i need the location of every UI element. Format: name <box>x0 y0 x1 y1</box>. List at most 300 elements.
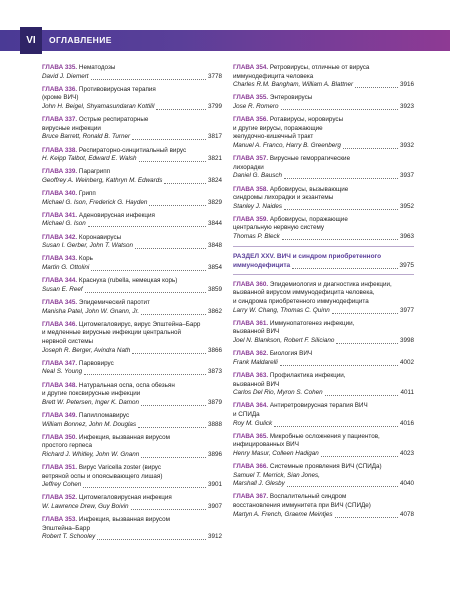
dot-leader <box>149 205 206 206</box>
toc-text <box>42 464 161 473</box>
toc-right-list-before <box>233 64 414 242</box>
chapter-title: желудочно-кишечный тракт <box>233 133 314 141</box>
dot-leader <box>91 79 206 80</box>
toc-entry[interactable] <box>233 64 414 90</box>
chapter-authors: Susan E. Reef <box>42 285 83 293</box>
toc-line <box>233 493 414 502</box>
toc-entry[interactable] <box>42 234 222 251</box>
dot-leader <box>282 239 398 240</box>
chapter-number: ГЛАВА 350. <box>42 433 78 441</box>
toc-entry[interactable] <box>233 372 414 398</box>
toc-line <box>42 434 222 443</box>
toc-entry[interactable] <box>42 434 222 460</box>
toc-entry[interactable] <box>233 155 414 181</box>
chapter-title: Краснуха (rubella, немецкая корь) <box>78 277 178 285</box>
chapter-number: ГЛАВА 336. <box>42 85 78 93</box>
toc-text <box>42 116 148 125</box>
toc-entry[interactable] <box>233 320 414 346</box>
chapter-page: 3912 <box>207 533 222 541</box>
chapter-title: Эпштейна–Барр <box>42 524 90 532</box>
chapter-title: и синдрома приобретенного иммунодефицита <box>233 298 369 306</box>
chapter-page: 3932 <box>399 141 414 149</box>
dot-leader <box>83 487 206 488</box>
dot-leader <box>274 426 398 427</box>
chapter-authors: Neal S. Young <box>42 368 83 376</box>
toc-line <box>42 390 222 399</box>
chapter-title: нервной системы <box>42 337 94 345</box>
chapter-title: Вирусные геморрагические <box>269 155 351 163</box>
dot-leader <box>131 509 206 510</box>
toc-text <box>42 64 115 73</box>
toc-text <box>42 434 170 443</box>
chapter-authors: Roy M. Gulick <box>233 419 273 427</box>
chapter-title: Энтеровирусы <box>269 94 313 102</box>
toc-line <box>42 412 222 421</box>
chapter-number: ГЛАВА 351. <box>42 464 78 472</box>
toc-line <box>42 64 222 73</box>
chapter-title: Противовирусная терапия <box>78 85 156 93</box>
dot-leader <box>284 209 398 210</box>
chapter-title: Цитомегаловирусная инфекция <box>78 494 172 502</box>
toc-line <box>233 216 414 225</box>
chapter-number: ГЛАВА 354. <box>233 64 269 71</box>
chapter-authors: Henry Masur, Colleen Hadigan <box>233 449 319 457</box>
chapter-page: 4002 <box>399 358 414 366</box>
chapter-page: 3778 <box>207 72 222 80</box>
chapter-authors: Stanley J. Naides <box>233 202 283 210</box>
part-page: 3975 <box>399 262 414 270</box>
toc-entry[interactable] <box>42 147 222 164</box>
toc-text <box>233 216 348 225</box>
toc-text <box>42 234 121 243</box>
dot-leader <box>138 427 206 428</box>
toc-line <box>42 308 222 317</box>
chapter-number: ГЛАВА 347. <box>42 359 78 367</box>
chapter-title: ветряной оспы и опоясывающего лишая) <box>42 472 163 480</box>
chapter-page: 3888 <box>207 420 222 428</box>
chapter-authors: Jeffrey Cohen <box>42 481 82 489</box>
chapter-page: 3862 <box>207 307 222 315</box>
chapter-number: ГЛАВА 343. <box>42 255 78 263</box>
toc-entry[interactable] <box>233 350 414 367</box>
toc-line <box>233 142 414 151</box>
toc-entry[interactable] <box>42 64 222 81</box>
chapter-page: 3998 <box>399 337 414 344</box>
toc-line <box>42 329 222 338</box>
chapter-number: ГЛАВА 358. <box>233 185 269 193</box>
chapter-page: 3821 <box>207 155 222 163</box>
toc-entry[interactable] <box>233 186 414 212</box>
toc-line <box>233 350 414 359</box>
toc-line <box>42 155 222 164</box>
chapter-number: ГЛАВА 355. <box>233 94 269 102</box>
toc-text <box>42 299 150 308</box>
toc-text <box>233 402 368 411</box>
toc-line <box>42 234 222 243</box>
dot-leader <box>139 161 206 162</box>
toc-line <box>233 155 414 164</box>
toc-entry[interactable] <box>42 86 222 112</box>
toc-line <box>42 347 222 356</box>
toc-line <box>42 338 222 347</box>
toc-entry[interactable] <box>233 463 414 489</box>
chapter-title: (кроме ВИЧ) <box>42 94 79 102</box>
toc-text <box>233 463 382 472</box>
toc-line <box>42 533 222 542</box>
dot-leader <box>164 183 206 184</box>
toc-line <box>42 277 222 286</box>
toc-line <box>233 94 414 103</box>
part-heading[interactable] <box>233 246 414 275</box>
chapter-page: 3817 <box>207 133 222 141</box>
toc-left-column <box>42 64 222 547</box>
chapter-page: 3873 <box>207 368 222 376</box>
chapter-authors: Samuel T. Merrick, Sian Jones, <box>233 471 320 479</box>
chapter-authors: Michael G. Ison, Frederick G. Hayden <box>42 198 148 206</box>
chapter-page: 3896 <box>207 450 222 458</box>
chapter-title: Острые респираторные <box>78 116 149 124</box>
toc-line <box>233 307 414 316</box>
chapter-title: Респираторно-синцитиальный вирус <box>78 146 187 154</box>
toc-line <box>42 94 222 103</box>
toc-line <box>233 116 414 125</box>
toc-line <box>233 103 414 112</box>
chapter-authors: Thomas P. Bleck <box>233 233 280 241</box>
chapter-title: Системные проявления ВИЧ (СПИДа) <box>269 463 382 471</box>
chapter-title: Инфекция, вызванная вирусом <box>78 516 170 524</box>
chapter-title: вызванной ВИЧ <box>233 380 280 388</box>
chapter-authors: Martin G. Ottolini <box>42 264 90 272</box>
toc-text <box>233 94 312 103</box>
toc-line <box>42 177 222 186</box>
chapter-authors: Bruce Barrett, Ronald B. Turner <box>42 133 131 141</box>
toc-entry[interactable] <box>42 255 222 272</box>
chapter-page: 3854 <box>207 264 222 272</box>
chapter-authors: David J. Diemert <box>42 72 89 80</box>
chapter-page: 3879 <box>207 398 222 406</box>
chapter-authors: Martyn A. French, Graeme Meintjes <box>233 510 333 518</box>
part-title-line2: иммунодефицита <box>233 262 291 270</box>
chapter-number: ГЛАВА 356. <box>233 116 269 124</box>
chapter-title: Коронавирусы <box>78 233 122 241</box>
chapter-number: ГЛАВА 348. <box>42 381 78 389</box>
dot-leader <box>321 456 398 457</box>
toc-text <box>233 493 346 502</box>
toc-line <box>233 511 414 520</box>
chapter-number: ГЛАВА 335. <box>42 64 78 71</box>
chapter-authors: Charles R.M. Bangham, William A. Blattner <box>233 81 354 89</box>
dot-leader <box>97 539 206 540</box>
chapter-title: и другие поксвирусные инфекции <box>42 390 141 398</box>
toc-entry[interactable] <box>42 412 222 429</box>
toc-line <box>42 299 222 308</box>
dot-leader <box>141 405 206 406</box>
chapter-title: Биология ВИЧ <box>269 350 313 358</box>
toc-entry[interactable] <box>233 402 414 428</box>
toc-text <box>233 350 312 359</box>
chapter-number: ГЛАВА 362. <box>233 350 269 358</box>
dot-leader <box>281 109 398 110</box>
chapter-title: Папилломавирус <box>78 411 130 419</box>
chapter-title: иммунодефицита человека <box>233 72 314 80</box>
section-title: ОГЛАВЛЕНИЕ <box>49 35 112 45</box>
chapter-number: ГЛАВА 349. <box>42 411 78 419</box>
toc-text <box>42 190 96 199</box>
toc-line <box>233 472 414 481</box>
toc-text <box>233 64 369 73</box>
toc-line <box>42 116 222 125</box>
toc-line <box>233 203 414 212</box>
toc-line <box>42 494 222 503</box>
chapter-authors: Brett W. Petersen, Inger K. Damon <box>42 398 140 406</box>
chapter-title: Вирус Varicella zoster (вирус <box>78 464 161 472</box>
toc-entry[interactable] <box>42 382 222 408</box>
chapter-authors: Robert T. Schooley <box>42 533 96 541</box>
dot-leader <box>132 139 206 140</box>
toc-right-list-after <box>233 281 414 519</box>
dot-leader <box>292 268 397 269</box>
chapter-number: ГЛАВА 344. <box>42 277 78 285</box>
toc-line <box>42 473 222 482</box>
toc-text <box>42 360 114 369</box>
toc-line <box>233 502 414 511</box>
chapter-title: синдромы лихорадки и экзантемы <box>233 194 334 202</box>
toc-line <box>233 73 414 82</box>
chapter-title: Эпидемиология и диагностика инфекции, <box>269 280 392 288</box>
dot-leader <box>135 248 206 249</box>
chapter-number: ГЛАВА 357. <box>233 155 269 163</box>
toc-entry[interactable] <box>42 321 222 355</box>
chapter-authors: W. Lawrence Drew, Guy Boivin <box>42 503 129 511</box>
toc-line <box>42 125 222 134</box>
toc-line <box>42 399 222 408</box>
toc-line <box>233 133 414 142</box>
toc-line <box>233 172 414 181</box>
chapter-authors: Manisha Patel, John W. Gnann, Jr. <box>42 307 140 315</box>
chapter-authors: Joel N. Blankson, Robert F. Siliciano <box>233 337 335 344</box>
chapter-title: Воспалительный синдром <box>269 493 347 501</box>
toc-line <box>42 451 222 460</box>
toc-entry[interactable] <box>42 277 222 294</box>
toc-entry[interactable] <box>233 216 414 242</box>
chapter-page: 3824 <box>207 176 222 184</box>
toc-entry[interactable] <box>42 299 222 316</box>
chapter-authors: H. Keipp Talbot, Edward E. Walsh <box>42 155 137 163</box>
toc-line <box>42 360 222 369</box>
toc-line <box>42 220 222 229</box>
chapter-page: 3844 <box>207 220 222 228</box>
toc-entry[interactable] <box>42 494 222 511</box>
toc-line <box>42 421 222 430</box>
chapter-authors: Carlos Del Rio, Myron S. Cohen <box>233 389 323 397</box>
toc-text <box>42 412 129 421</box>
toc-entry[interactable] <box>233 94 414 111</box>
toc-right-column <box>233 64 414 524</box>
toc-line <box>233 337 414 346</box>
chapter-number: ГЛАВА 361. <box>233 319 269 327</box>
toc-line <box>233 433 414 442</box>
toc-entry[interactable] <box>42 116 222 142</box>
part-divider <box>233 274 414 275</box>
toc-entry[interactable] <box>42 516 222 542</box>
chapter-title: Ротавирусы, норовирусы <box>269 116 344 124</box>
chapter-title: Парвовирус <box>78 359 114 367</box>
toc-line <box>42 133 222 142</box>
dot-leader <box>88 226 206 227</box>
chapter-number: ГЛАВА 366. <box>233 463 269 471</box>
toc-text <box>42 212 155 221</box>
chapter-authors: Frank Maldarelli <box>233 358 278 366</box>
toc-entry[interactable] <box>42 212 222 229</box>
toc-text <box>42 516 170 525</box>
chapter-title: Арбовирусы, вызывающие <box>269 185 349 193</box>
toc-line <box>233 420 414 429</box>
toc-entry[interactable] <box>233 433 414 459</box>
toc-line <box>42 382 222 391</box>
toc-text <box>42 86 156 95</box>
toc-line <box>42 103 222 112</box>
chapter-title: Арбовирусы, поражающие <box>269 215 348 223</box>
dot-leader <box>325 395 399 396</box>
chapter-title: центральную нервную систему <box>233 224 325 232</box>
toc-entry[interactable] <box>233 116 414 150</box>
chapter-page: 4078 <box>399 510 414 518</box>
toc-line <box>233 402 414 411</box>
chapter-number: ГЛАВА 353. <box>42 516 78 524</box>
chapter-authors: Daniel G. Bausch <box>233 172 283 180</box>
toc-line <box>42 199 222 208</box>
chapter-title: Цитомегаловирус, вирус Эпштейна–Барр <box>78 320 201 328</box>
chapter-title: Антиретровирусная терапия ВИЧ <box>269 402 368 410</box>
toc-text <box>42 255 93 264</box>
chapter-title: и СПИДа <box>233 410 260 418</box>
chapter-number: ГЛАВА 359. <box>233 215 269 223</box>
chapter-page: 4016 <box>399 419 414 427</box>
chapter-page: 4040 <box>399 480 414 488</box>
chapter-title: и другие вирусы, поражающие <box>233 124 323 132</box>
chapter-page: 3937 <box>399 172 414 180</box>
chapter-title: Грипп <box>78 190 96 198</box>
chapter-page: 4011 <box>400 389 414 397</box>
toc-line <box>233 328 414 337</box>
toc-text <box>42 277 177 286</box>
toc-line <box>42 464 222 473</box>
toc-line <box>233 463 414 472</box>
dot-leader <box>132 353 206 354</box>
chapter-page: 3799 <box>207 102 222 110</box>
dot-leader <box>85 292 206 293</box>
chapter-authors: Susan I. Gerber, John T. Watson <box>42 242 134 250</box>
toc-text <box>42 494 172 503</box>
chapter-number: ГЛАВА 360. <box>233 280 269 288</box>
toc-line <box>233 298 414 307</box>
chapter-page: 3963 <box>399 233 414 241</box>
toc-entry[interactable] <box>42 168 222 185</box>
chapter-number: ГЛАВА 341. <box>42 211 78 219</box>
chapter-page: 3907 <box>207 503 222 511</box>
toc-line <box>42 286 222 295</box>
toc-line <box>233 389 414 398</box>
toc-line <box>42 190 222 199</box>
toc-text <box>42 168 110 177</box>
chapter-title: Натуральная оспа, оспа обезьян <box>78 381 175 389</box>
chapter-number: ГЛАВА 337. <box>42 116 78 124</box>
toc-text <box>233 372 346 381</box>
chapter-page: 3901 <box>207 481 222 489</box>
chapter-number: ГЛАВА 338. <box>42 146 78 154</box>
toc-line <box>233 64 414 73</box>
chapter-title: и медленные вирусные инфекции центральной <box>42 329 181 337</box>
chapter-number: ГЛАВА 363. <box>233 371 269 379</box>
chapter-title: простого герпеса <box>42 442 93 450</box>
toc-text <box>233 155 350 164</box>
chapter-title: Аденовирусная инфекция <box>78 211 155 219</box>
toc-text <box>233 433 380 442</box>
chapter-title: Корь <box>78 255 93 263</box>
toc-text <box>42 382 175 391</box>
chapter-title: лихорадки <box>233 163 264 171</box>
chapter-authors: William Bonnez, John M. Douglas <box>42 420 137 428</box>
chapter-authors: Geoffrey A. Weinberg, Kathryn M. Edwards <box>42 176 163 184</box>
chapter-title: Иммунопатогенез инфекции, <box>269 319 355 327</box>
toc-line <box>233 289 414 298</box>
dot-leader <box>336 343 398 344</box>
chapter-title: Инфекция, вызванная вирусом <box>78 433 170 441</box>
dot-leader <box>84 374 206 375</box>
toc-entry[interactable] <box>233 281 414 315</box>
toc-line <box>233 194 414 203</box>
chapter-number: ГЛАВА 346. <box>42 320 78 328</box>
toc-entry[interactable] <box>42 464 222 490</box>
toc-line <box>233 81 414 90</box>
chapter-number: ГЛАВА 367. <box>233 493 269 501</box>
chapter-page: 4023 <box>399 449 414 457</box>
toc-text <box>233 116 343 125</box>
toc-line <box>233 186 414 195</box>
part-title-line1: РАЗДЕЛ XXV. ВИЧ и синдром приобретенного <box>233 253 382 261</box>
chapter-page: 3859 <box>207 285 222 293</box>
chapter-authors: Jose R. Romero <box>233 102 279 110</box>
dot-leader <box>332 313 398 314</box>
toc-entry[interactable] <box>233 493 414 519</box>
chapter-authors: John H. Beigel, Shyamasundaran Kottilil <box>42 102 155 110</box>
dot-leader <box>156 109 206 110</box>
toc-line <box>233 233 414 242</box>
chapter-page: 3829 <box>207 198 222 206</box>
toc-line <box>233 164 414 173</box>
dot-leader <box>141 314 206 315</box>
chapter-page: 3952 <box>399 202 414 210</box>
chapter-title: вирусные инфекции <box>42 124 101 132</box>
toc-line <box>233 372 414 381</box>
toc-text <box>233 186 348 195</box>
chapter-authors: Manuel A. Franco, Harry B. Greenberg <box>233 141 341 149</box>
chapter-authors: Joseph R. Berger, Avindra Nath <box>42 346 131 354</box>
toc-entry[interactable] <box>42 360 222 377</box>
toc-entry[interactable] <box>42 190 222 207</box>
chapter-page: 3916 <box>399 81 414 89</box>
toc-text <box>42 147 186 156</box>
toc-line <box>42 264 222 273</box>
chapter-page: 3848 <box>207 242 222 250</box>
chapter-page: 3866 <box>207 346 222 354</box>
chapter-title: Парагрипп <box>78 168 111 176</box>
chapter-authors: Richard J. Whitley, John W. Gnann <box>42 450 140 458</box>
dot-leader <box>343 148 398 149</box>
chapter-title: Ретровирусы, отличные от вируса <box>269 64 370 71</box>
dot-leader <box>141 457 206 458</box>
chapter-number: ГЛАВА 340. <box>42 190 78 198</box>
